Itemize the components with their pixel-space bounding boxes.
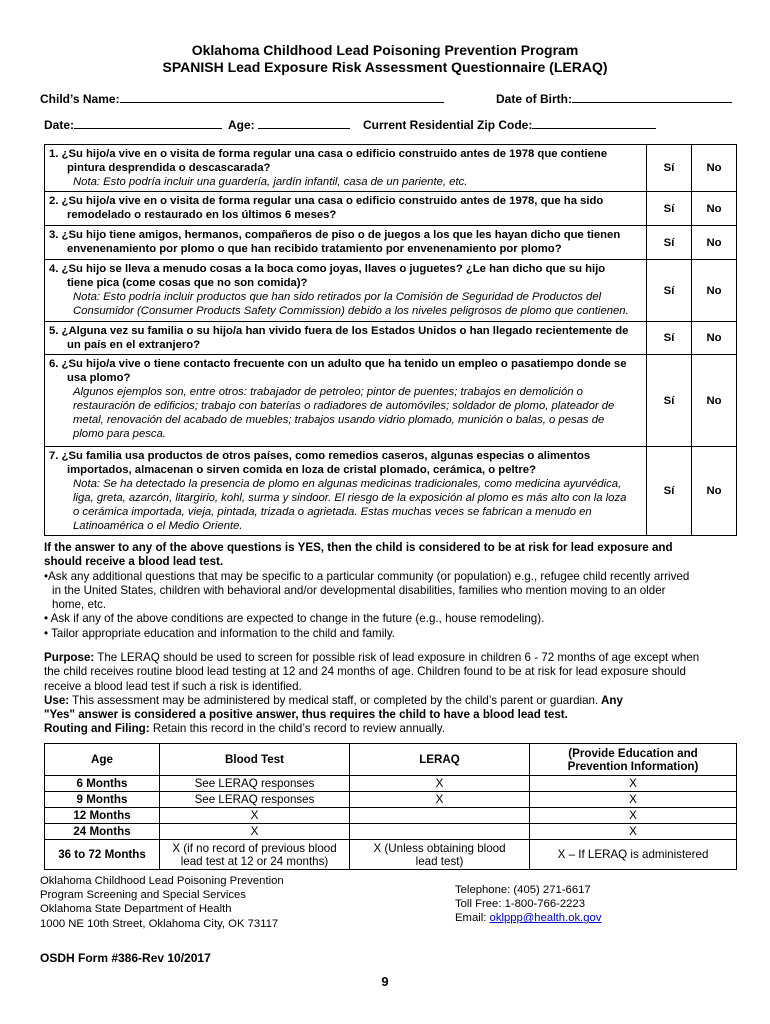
question-text-cell [45, 260, 647, 322]
answer-no[interactable]: No [692, 260, 737, 322]
document-subtitle: SPANISH Lead Exposure Risk Assessment Questionnaire (LERAQ) [162, 59, 608, 75]
question-note: Latinoamérica o el Medio Oriente. [73, 520, 243, 532]
date-label: Date: [44, 118, 75, 132]
question-text-cell [45, 192, 647, 226]
schedule-leraq-line: X (Unless obtaining blood [373, 841, 506, 855]
header-blood-test: Blood Test [160, 744, 350, 776]
question-text: 3. ¿Su hijo tiene amigos, hermanos, compañeros de piso o de juegos a los que les hayan dicho que tienen [49, 229, 621, 241]
toll-free: Toll Free: 1-800-766-2223 [455, 898, 585, 911]
question-note: Algunos ejemplos son, entre otros: trabajador de petroleo; pintor de puentes; trabajos en demolición o [73, 386, 583, 398]
date-line[interactable] [74, 117, 222, 129]
schedule-leraq [350, 824, 530, 840]
schedule-blood-test [160, 840, 350, 870]
form-number: OSDH Form #386-Rev 10/2017 [40, 951, 211, 965]
schedule-blood-test: X [160, 808, 350, 824]
email-link[interactable]: oklppp@health.ok.gov [489, 912, 602, 925]
question-note: Consumidor (Consumer Products Safety Commission) debido a los niveles peligrosos de plomo que contienen. [73, 305, 629, 317]
bullet-additional-questions: •Ask any additional questions that may be specific to a particular community (or population) e.g., refugee child recently arrived [44, 569, 690, 583]
answer-yes[interactable]: Sí [647, 447, 692, 536]
schedule-education: X [530, 824, 737, 840]
schedule-leraq: X [350, 776, 530, 792]
question-text: un país en el extranjero? [67, 339, 201, 351]
schedule-age: 12 Months [45, 808, 160, 824]
schedule-education: X [530, 808, 737, 824]
age-field[interactable] [228, 117, 350, 132]
schedule-age: 9 Months [45, 792, 160, 808]
question-row [45, 447, 737, 536]
zip-label: Current Residential Zip Code: [363, 118, 533, 132]
schedule-blood-test: See LERAQ responses [160, 776, 350, 792]
schedule-table [44, 743, 737, 870]
child-name-label: Child’s Name: [40, 92, 120, 106]
purpose-line1: The LERAQ should be used to screen for possible risk of lead exposure in children 6 - 72 months of age except when [94, 651, 700, 664]
dob-label: Date of Birth: [496, 92, 572, 106]
guidance-section [44, 541, 744, 641]
question-note: restauración de edificios; trabajo con baterías o radiadores de automóviles; soldador de plomo, plateador de [73, 400, 615, 412]
header-education-line2: Prevention Information) [567, 759, 699, 773]
date-field[interactable] [44, 117, 222, 132]
question-text-cell [45, 145, 647, 192]
schedule-leraq [350, 840, 530, 870]
question-text-cell [45, 322, 647, 355]
question-text: 5. ¿Alguna vez su familia o su hijo/a han vivido fuera de los Estados Unidos o han llegado recientemente de [49, 325, 629, 337]
answer-yes[interactable]: Sí [647, 145, 692, 192]
age-line[interactable] [258, 117, 350, 129]
answer-no[interactable]: No [692, 192, 737, 226]
schedule-blood-test-line: X (if no record of previous blood [172, 841, 337, 855]
question-text: 7. ¿Su familia usa productos de otros países, como remedios caseros, algunas especias o alimentos [49, 450, 591, 462]
schedule-education [530, 840, 737, 870]
routing-text: Retain this record in the child’s record to review annually. [149, 722, 445, 736]
answer-yes[interactable]: Sí [647, 192, 692, 226]
schedule-education: X [530, 792, 737, 808]
question-text: envenenamiento por plomo o que han recibido tratamiento por envenenamiento por plomo? [67, 243, 562, 255]
routing-label: Routing and Filing: [44, 722, 150, 736]
schedule-leraq [350, 808, 530, 824]
questionnaire-table [44, 144, 737, 536]
header-education-line1: (Provide Education and [568, 746, 698, 760]
schedule-row [45, 792, 737, 808]
question-row [45, 145, 737, 192]
org-line3: Oklahoma State Department of Health [40, 903, 232, 916]
contact-address [40, 874, 284, 931]
question-text: remodelado o restaurado en los últimos 6 meses? [67, 209, 337, 221]
question-text-cell [45, 447, 647, 536]
email-label: Email: [455, 912, 490, 925]
zip-field[interactable] [363, 117, 656, 132]
dob-field[interactable] [496, 91, 732, 106]
bullet-tailor-education: • Tailor appropriate education and information to the child and family. [44, 626, 396, 640]
answer-yes[interactable]: Sí [647, 322, 692, 355]
use-bold-line2: "Yes" answer is considered a positive answer, thus requires the child to have a blood lead test. [44, 708, 568, 722]
question-row [45, 260, 737, 322]
answer-no[interactable]: No [692, 145, 737, 192]
child-name-line[interactable] [120, 91, 444, 103]
question-text: 1. ¿Su hijo/a vive en o visita de forma regular una casa o edificio construido antes de 1978 que contiene [49, 148, 608, 160]
telephone: Telephone: (405) 271-6617 [455, 884, 591, 896]
question-text: pintura desprendida o descascarada? [67, 162, 271, 174]
schedule-age [45, 840, 160, 870]
answer-yes[interactable]: Sí [647, 355, 692, 447]
question-note: metal, renovación del acabado de muebles; trabajos usando vidrio plomado, munición o balas, o pesas de [73, 414, 605, 426]
question-text: 4. ¿Su hijo se lleva a menudo cosas a la boca como joyas, llaves o juguetes? ¿Le han dicho que su hijo [49, 263, 606, 275]
answer-no[interactable]: No [692, 355, 737, 447]
answer-no[interactable]: No [692, 447, 737, 536]
schedule-row [45, 840, 737, 870]
question-row [45, 355, 737, 447]
purpose-line3: receive a blood lead test if such a risk is identified. [44, 679, 302, 693]
schedule-blood-test: See LERAQ responses [160, 792, 350, 808]
use-bold: Any [598, 693, 623, 707]
risk-statement-line1: If the answer to any of the above questions is YES, then the child is considered to be at risk for lead exposure and [44, 541, 673, 554]
org-line2: Program Screening and Special Services [40, 889, 246, 902]
question-text: tiene pica (come cosas que no son comida)? [67, 277, 308, 289]
answer-yes[interactable]: Sí [647, 260, 692, 322]
use-label: Use: [44, 693, 70, 707]
question-note: Nota: Se ha detectado la presencia de plomo en algunas medicinas tradicionales, como medicina ayurvédica, [73, 478, 622, 490]
schedule-leraq-line: lead test) [415, 854, 464, 868]
schedule-blood-test: X [160, 824, 350, 840]
question-note: liga, greta, azarcón, litargirio, kohl, surma y sindoor. El riesgo de la exposición al plomo es más alto con la loza [73, 492, 627, 504]
question-note: o cerámica importada, vieja, pintada, trizada o agrietada. Estas muchas veces se fabrican a menudo en [73, 506, 592, 518]
page-number: 9 [381, 974, 389, 989]
question-text: 6. ¿Su hijo/a vive o tiene contacto frecuente con un adulto que ha tenido un empleo o pasatiempo donde se [49, 358, 627, 370]
schedule-age: 6 Months [45, 776, 160, 792]
schedule-age-line: 36 to 72 Months [58, 848, 146, 861]
document-title: Oklahoma Childhood Lead Poisoning Prevention Program [191, 42, 579, 58]
schedule-education: X [530, 776, 737, 792]
use-text: This assessment may be administered by medical staff, or completed by the child’s parent or guardian. [69, 693, 599, 707]
bullet-future-change: • Ask if any of the above conditions are expected to change in the future (e.g., house remodeling). [44, 612, 545, 626]
purpose-label: Purpose: [44, 651, 95, 664]
question-note: Nota: Esto podría incluir una guardería, jardín infantil, casa de un pariente, etc. [73, 176, 468, 188]
schedule-row [45, 808, 737, 824]
question-note: plomo para pesca. [73, 428, 166, 440]
risk-statement-line2: should receive a blood lead test. [44, 555, 224, 569]
header-age: Age [45, 744, 160, 776]
dob-line[interactable] [572, 91, 732, 103]
question-note: Nota: Esto podría incluir productos que han sido retirados por la Comisión de Seguridad de Productos del [73, 291, 602, 303]
child-name-field[interactable] [40, 91, 444, 106]
answer-no[interactable]: No [692, 226, 737, 260]
zip-line[interactable] [532, 117, 656, 129]
header-leraq: LERAQ [350, 744, 530, 776]
purpose-section [44, 651, 744, 737]
schedule-education-line: X – If LERAQ is administered [557, 848, 709, 861]
question-text-cell [45, 355, 647, 447]
question-row [45, 226, 737, 260]
contact-phone-block [455, 883, 602, 926]
schedule-age: 24 Months [45, 824, 160, 840]
answer-no[interactable]: No [692, 322, 737, 355]
question-text-cell [45, 226, 647, 260]
question-text: usa plomo? [67, 372, 131, 384]
schedule-blood-test-line: lead test at 12 or 24 months) [180, 854, 329, 868]
age-label: Age: [228, 118, 255, 132]
bullet-additional-questions-cont: in the United States, children with behavioral and/or developmental disabilities, families who mention moving to an older [52, 583, 666, 597]
question-row [45, 192, 737, 226]
schedule-row [45, 776, 737, 792]
org-line4: 1000 NE 10th Street, Oklahoma City, OK 73117 [40, 917, 279, 930]
question-text: 2. ¿Su hijo/a vive en o visita de forma regular una casa o edificio construido antes de 1978, que ha sido [49, 195, 604, 207]
question-text: importados, almacenan o sirven comida en loza de cristal plomado, cerámica, o peltre? [67, 464, 536, 476]
schedule-leraq: X [350, 792, 530, 808]
question-row [45, 322, 737, 355]
org-line1: Oklahoma Childhood Lead Poisoning Prevention [40, 875, 284, 887]
schedule-row [45, 824, 737, 840]
bullet-additional-questions-cont2: home, etc. [52, 598, 107, 612]
answer-yes[interactable]: Sí [647, 226, 692, 260]
header-education [530, 744, 737, 776]
purpose-line2: the child receives routine blood lead testing at 12 and 24 months of age. Children found to be at risk for lead exposure should [44, 665, 686, 679]
